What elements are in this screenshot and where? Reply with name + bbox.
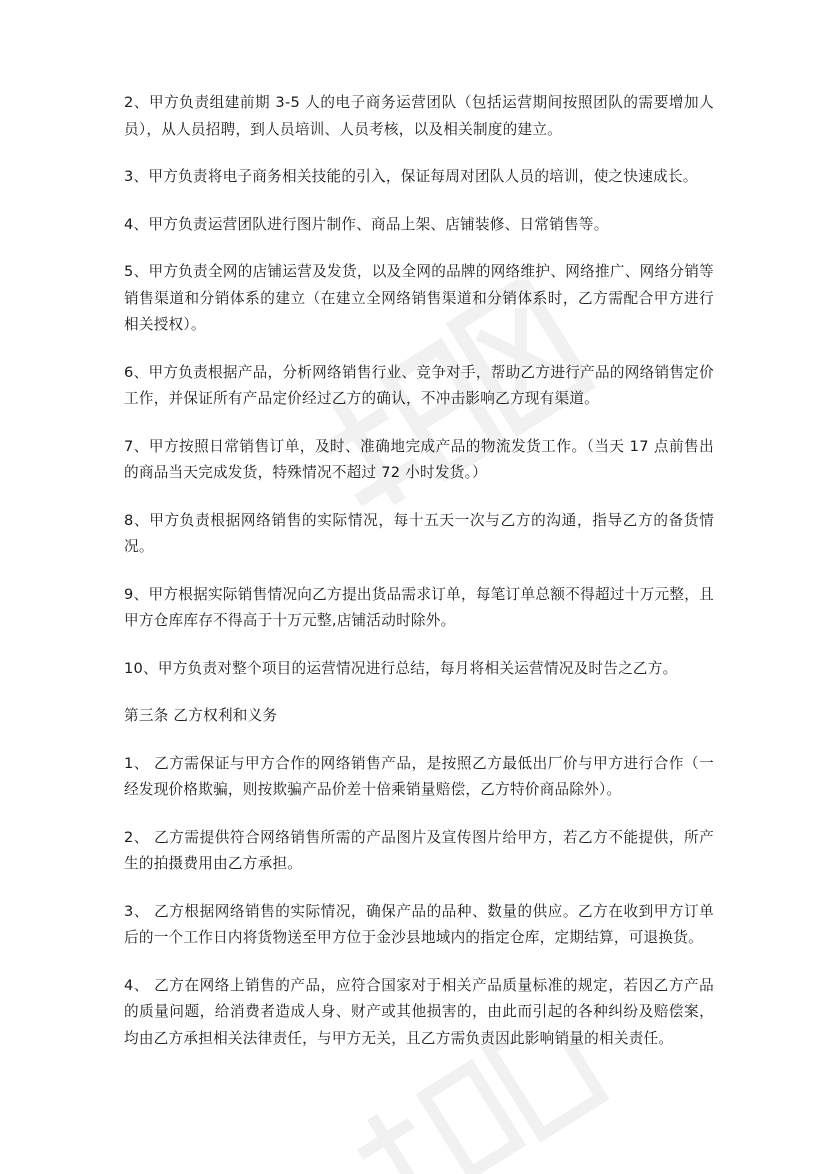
clause-paragraph: 8、甲方负责根据网络销售的实际情况，每十五天一次与乙方的沟通，指导乙方的备货情况。 — [124, 511, 714, 555]
clause-paragraph: 4、 乙方在网络上销售的产品，应符合国家对于相关产品质量标准的规定，若因乙方产品的质量问题，给消费者造成人身、财产或其他损害的，由此而引起的各种纠纷及赔偿案，均由乙方承担相关法律责任，与甲方无关，且乙方需负责因此影响销量的相关责任。 — [124, 976, 714, 1047]
clause-paragraph: 5、甲方负责全网的店铺运营及发货，以及全网的品牌的网络维护、网络推广、网络分销等销售渠道和分销体系的建立（在建立全网络销售渠道和分销体系时，乙方需配合甲方进行相关授权）。 — [124, 263, 714, 333]
clause-paragraph: 1、 乙方需保证与甲方合作的网络销售产品，是按照乙方最低出厂价与甲方进行合作（一经发现价格欺骗，则按欺骗产品价差十倍乘销量赔偿，乙方特价商品除外）。 — [124, 754, 714, 798]
clause-paragraph: 9、甲方根据实际销售情况向乙方提出货品需求订单，每笔订单总额不得超过十万元整，且甲方仓库库存不得高于十万元整,店铺活动时除外。 — [124, 585, 714, 629]
clause-paragraph: 6、甲方负责根据产品，分析网络销售行业、竞争对手，帮助乙方进行产品的网络销售定价工作，并保证所有产品定价经过乙方的确认，不冲击影响乙方现有渠道。 — [124, 363, 714, 407]
document-body — [124, 90, 714, 1073]
clause-paragraph: 10、甲方负责对整个项目的运营情况进行总结，每月将相关运营情况及时告之乙方。 — [124, 659, 678, 677]
clause-paragraph: 7、甲方按照日常销售订单，及时、准确地完成产品的物流发货工作。（当天 17 点前售出的商品当天完成发货，特殊情况不超过 72 小时发货。） — [124, 437, 714, 481]
clause-paragraph: 2、甲方负责组建前期 3-5 人的电子商务运营团队（包括运营期间按照团队的需要增加人员），从人员招聘，到人员培训、人员考核，以及相关制度的建立。 — [124, 94, 714, 138]
clause-paragraph: 2、 乙方需提供符合网络销售所需的产品图片及宣传图片给甲方，若乙方不能提供，所产生的拍摄费用由乙方承担。 — [124, 828, 714, 872]
clause-paragraph: 4、甲方负责运营团队进行图片制作、商品上架、店铺装修、日常销售等。 — [124, 215, 609, 233]
clause-paragraph: 3、甲方负责将电子商务相关技能的引入，保证每周对团队人员的培训，使之快速成长。 — [124, 168, 698, 185]
section-heading: 第三条 乙方权利和义务 — [124, 707, 278, 724]
clause-paragraph: 3、 乙方根据网络销售的实际情况，确保产品的品种、数量的供应。乙方在收到甲方订单后的一个工作日内将货物送至甲方位于金沙县地域内的指定仓库，定期结算，可退换货。 — [124, 902, 714, 946]
